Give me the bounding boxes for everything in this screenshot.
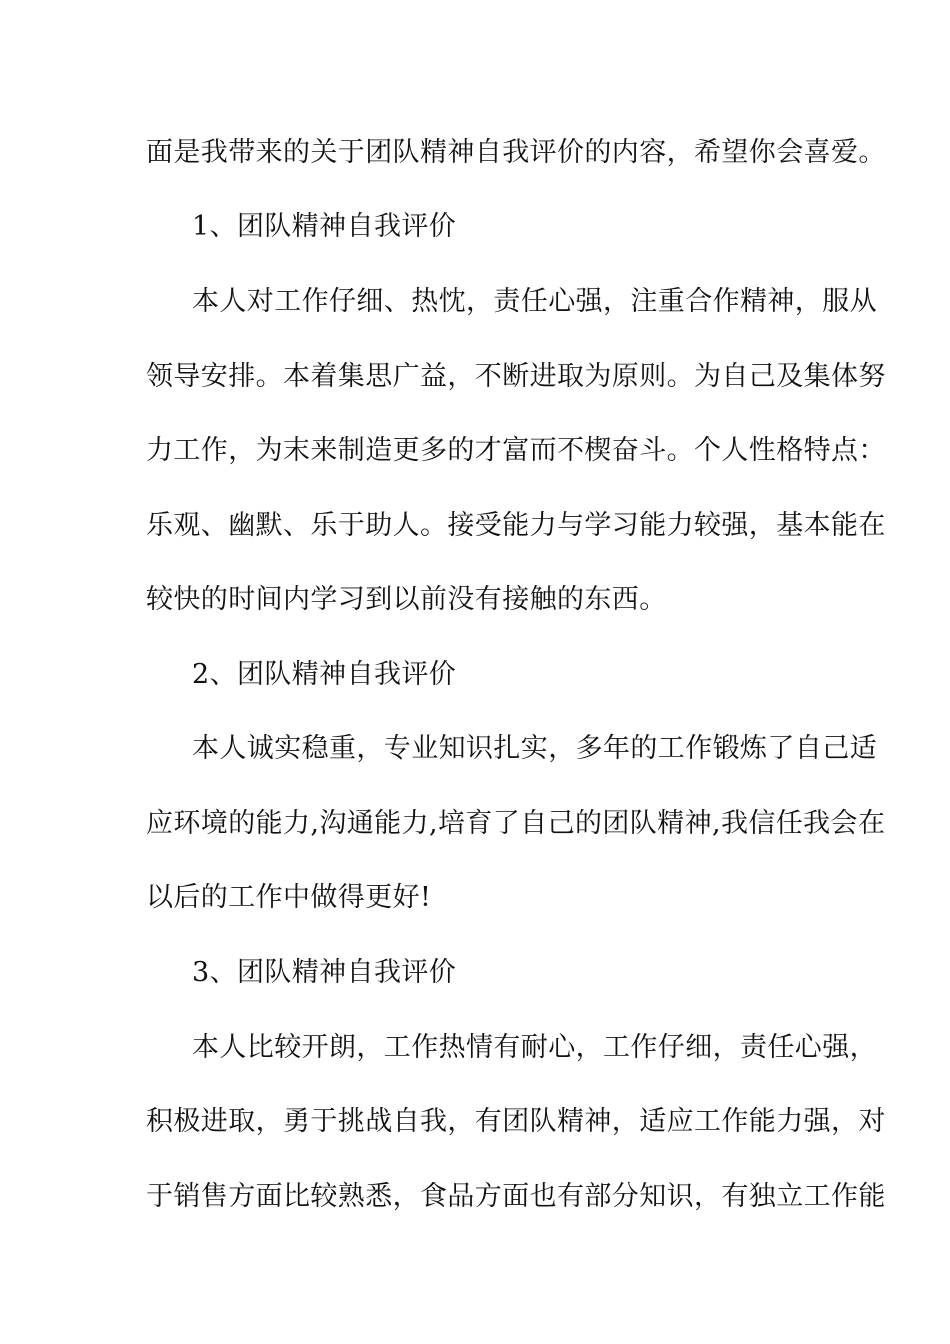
section-3-line-1: 本人比较开朗，工作热情有耐心，工作仔细，责任心强，	[192, 1032, 877, 1063]
section-1-heading: 1、团队精神自我评价	[192, 211, 457, 242]
section-2-line-3: 以后的工作中做得更好!	[146, 882, 432, 913]
section-2-heading: 2、团队精神自我评价	[192, 659, 457, 690]
section-1-line-1: 本人对工作仔细、热忱，责任心强，注重合作精神，服从	[192, 286, 877, 317]
section-2-line-2: 应环境的能力,沟通能力,培育了自己的团队精神,我信任我会在	[146, 808, 886, 839]
section-1-line-3: 力工作，为末来制造更多的才富而不楔奋斗。个人性格特点：	[146, 435, 886, 466]
section-3-line-2: 积极进取，勇于挑战自我，有团队精神，适应工作能力强，对	[146, 1106, 886, 1137]
intro-text: 面是我带来的关于团队精神自我评价的内容，希望你会喜爱。	[146, 137, 886, 168]
section-3-line-3: 于销售方面比较熟悉，食品方面也有部分知识，有独立工作能	[146, 1181, 886, 1212]
section-3-heading: 3、团队精神自我评价	[192, 957, 457, 988]
section-2-line-1: 本人诚实稳重，专业知识扎实，多年的工作锻炼了自己适	[192, 733, 877, 764]
section-1-line-5: 较快的时间内学习到以前没有接触的东西。	[146, 584, 667, 615]
section-1-line-2: 领导安排。本着集思广益，不断进取为原则。为自己及集体努	[146, 361, 886, 392]
section-1-line-4: 乐观、幽默、乐于助人。接受能力与学习能力较强，基本能在	[146, 510, 886, 541]
